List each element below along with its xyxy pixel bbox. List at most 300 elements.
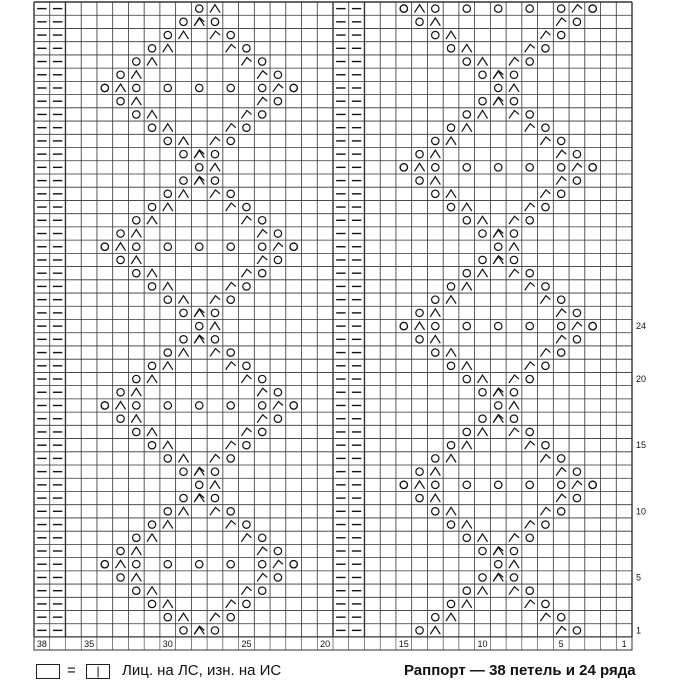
yarn-over-mark bbox=[573, 150, 580, 157]
row-number: 5 bbox=[636, 572, 642, 583]
k2tog-left-mark bbox=[462, 203, 472, 211]
yarn-over-mark bbox=[542, 521, 549, 528]
yarn-over-mark bbox=[227, 137, 234, 144]
yarn-over-mark bbox=[432, 296, 439, 303]
yarn-over-mark bbox=[416, 309, 423, 316]
yarn-over-mark bbox=[416, 150, 423, 157]
yarn-over-mark bbox=[227, 561, 234, 568]
k2tog-left-mark bbox=[430, 494, 440, 502]
yarn-over-mark bbox=[463, 322, 470, 329]
yarn-over-mark bbox=[526, 534, 533, 541]
yarn-over-mark bbox=[479, 389, 486, 396]
yarn-over-mark bbox=[180, 150, 187, 157]
k2tog-right-mark bbox=[257, 574, 267, 582]
k2tog-left-mark bbox=[163, 441, 173, 449]
yarn-over-mark bbox=[495, 243, 502, 250]
k2tog-right-mark bbox=[540, 190, 550, 198]
yarn-over-mark bbox=[258, 269, 265, 276]
k2tog-left-mark bbox=[446, 137, 456, 145]
k2tog-right-mark bbox=[525, 282, 535, 290]
k2tog-left-mark bbox=[462, 441, 472, 449]
yarn-over-mark bbox=[117, 71, 124, 78]
yarn-over-mark bbox=[164, 243, 171, 250]
yarn-over-mark bbox=[573, 468, 580, 475]
yarn-over-mark bbox=[148, 45, 155, 52]
k2tog-left-mark bbox=[131, 256, 141, 264]
k2tog-right-mark bbox=[509, 269, 519, 277]
row-number: 15 bbox=[636, 440, 647, 451]
yarn-over-mark bbox=[416, 627, 423, 634]
k2tog-right-mark bbox=[241, 269, 251, 277]
k2tog-right-mark bbox=[540, 454, 550, 462]
k2tog-left-mark bbox=[462, 44, 472, 52]
yarn-over-mark bbox=[447, 203, 454, 210]
yarn-over-mark bbox=[557, 349, 564, 356]
yarn-over-mark bbox=[557, 322, 564, 329]
yarn-over-mark bbox=[542, 283, 549, 290]
k2tog-left-mark bbox=[415, 322, 425, 330]
yarn-over-mark bbox=[211, 18, 218, 25]
yarn-over-mark bbox=[274, 547, 281, 554]
k2tog-right-mark bbox=[556, 494, 566, 502]
k2tog-right-mark bbox=[194, 18, 204, 26]
yarn-over-mark bbox=[557, 613, 564, 620]
k2tog-right-mark bbox=[493, 71, 503, 79]
yarn-over-mark bbox=[164, 84, 171, 91]
yarn-over-mark bbox=[510, 547, 517, 554]
yarn-over-mark bbox=[463, 587, 470, 594]
yarn-over-mark bbox=[117, 547, 124, 554]
k2tog-right-mark bbox=[525, 521, 535, 529]
yarn-over-mark bbox=[133, 111, 140, 118]
k2tog-left-mark bbox=[147, 428, 157, 436]
yarn-over-mark bbox=[258, 217, 265, 224]
yarn-over-mark bbox=[432, 31, 439, 38]
yarn-over-mark bbox=[164, 613, 171, 620]
yarn-over-mark bbox=[495, 402, 502, 409]
yarn-over-mark bbox=[479, 98, 486, 105]
yarn-over-mark bbox=[432, 190, 439, 197]
yarn-over-mark bbox=[133, 269, 140, 276]
yarn-over-mark bbox=[243, 441, 250, 448]
yarn-over-mark bbox=[258, 111, 265, 118]
k2tog-left-mark bbox=[131, 97, 141, 105]
yarn-over-mark bbox=[400, 322, 407, 329]
k2tog-right-mark bbox=[194, 494, 204, 502]
yarn-over-mark bbox=[258, 58, 265, 65]
yarn-over-mark bbox=[274, 71, 281, 78]
k2tog-left-mark bbox=[446, 190, 456, 198]
k2tog-right-mark bbox=[226, 600, 236, 608]
yarn-over-mark bbox=[148, 203, 155, 210]
k2tog-right-mark bbox=[525, 441, 535, 449]
k2tog-right-mark bbox=[226, 362, 236, 370]
k2tog-left-mark bbox=[131, 388, 141, 396]
yarn-over-mark bbox=[510, 389, 517, 396]
yarn-over-mark bbox=[463, 58, 470, 65]
yarn-over-mark bbox=[557, 296, 564, 303]
k2tog-right-mark bbox=[556, 335, 566, 343]
k2tog-left-mark bbox=[430, 18, 440, 26]
yarn-over-mark bbox=[416, 18, 423, 25]
k2tog-right-mark bbox=[194, 626, 204, 634]
k2tog-right-mark bbox=[210, 349, 220, 357]
yarn-over-mark bbox=[573, 627, 580, 634]
yarn-over-mark bbox=[526, 5, 533, 12]
yarn-over-mark bbox=[133, 428, 140, 435]
k2tog-left-mark bbox=[509, 402, 519, 410]
yarn-over-mark bbox=[211, 336, 218, 343]
yarn-over-mark bbox=[447, 441, 454, 448]
yarn-over-mark bbox=[258, 534, 265, 541]
yarn-over-mark bbox=[196, 243, 203, 250]
k2tog-right-mark bbox=[556, 150, 566, 158]
k2tog-left-mark bbox=[477, 110, 487, 118]
k2tog-right-mark bbox=[556, 177, 566, 185]
k2tog-left-mark bbox=[178, 613, 188, 621]
yarn-over-mark bbox=[416, 177, 423, 184]
k2tog-right-mark bbox=[257, 230, 267, 238]
yarn-over-mark bbox=[290, 243, 297, 250]
yarn-over-mark bbox=[400, 164, 407, 171]
yarn-over-mark bbox=[227, 402, 234, 409]
k2tog-left-mark bbox=[509, 84, 519, 92]
row-number: 10 bbox=[636, 506, 647, 517]
yarn-over-mark bbox=[432, 613, 439, 620]
k2tog-right-mark bbox=[525, 600, 535, 608]
k2tog-right-mark bbox=[226, 441, 236, 449]
k2tog-right-mark bbox=[210, 137, 220, 145]
k2tog-left-mark bbox=[415, 163, 425, 171]
k2tog-right-mark bbox=[509, 587, 519, 595]
row-number: 1 bbox=[636, 625, 642, 636]
k2tog-left-mark bbox=[147, 375, 157, 383]
yarn-over-mark bbox=[557, 137, 564, 144]
yarn-over-mark bbox=[432, 5, 439, 12]
yarn-over-mark bbox=[542, 600, 549, 607]
k2tog-left-mark bbox=[147, 587, 157, 595]
yarn-over-mark bbox=[542, 45, 549, 52]
yarn-over-mark bbox=[432, 322, 439, 329]
k2tog-left-mark bbox=[415, 481, 425, 489]
k2tog-right-mark bbox=[556, 18, 566, 26]
k2tog-left-mark bbox=[163, 124, 173, 132]
k2tog-right-mark bbox=[493, 230, 503, 238]
yarn-over-mark bbox=[416, 336, 423, 343]
k2tog-left-mark bbox=[131, 230, 141, 238]
k2tog-right-mark bbox=[241, 587, 251, 595]
yarn-over-mark bbox=[526, 375, 533, 382]
k2tog-left-mark bbox=[462, 600, 472, 608]
legend-blank-box bbox=[36, 664, 60, 679]
k2tog-left-mark bbox=[477, 58, 487, 66]
k2tog-left-mark bbox=[163, 44, 173, 52]
yarn-over-mark bbox=[526, 217, 533, 224]
yarn-over-mark bbox=[526, 428, 533, 435]
column-number: 1 bbox=[621, 639, 627, 649]
yarn-over-mark bbox=[258, 243, 265, 250]
yarn-over-mark bbox=[133, 217, 140, 224]
yarn-over-mark bbox=[432, 481, 439, 488]
column-number: 20 bbox=[320, 639, 331, 649]
yarn-over-mark bbox=[432, 508, 439, 515]
k2tog-right-mark bbox=[241, 375, 251, 383]
yarn-over-mark bbox=[211, 177, 218, 184]
yarn-over-mark bbox=[589, 481, 596, 488]
yarn-over-mark bbox=[164, 31, 171, 38]
k2tog-right-mark bbox=[226, 282, 236, 290]
yarn-over-mark bbox=[463, 375, 470, 382]
yarn-over-mark bbox=[211, 494, 218, 501]
yarn-over-mark bbox=[495, 5, 502, 12]
yarn-over-mark bbox=[510, 98, 517, 105]
yarn-over-mark bbox=[526, 587, 533, 594]
yarn-over-mark bbox=[463, 269, 470, 276]
k2tog-right-mark bbox=[257, 256, 267, 264]
yarn-over-mark bbox=[148, 441, 155, 448]
yarn-over-mark bbox=[148, 521, 155, 528]
yarn-over-mark bbox=[447, 521, 454, 528]
k2tog-right-mark bbox=[210, 31, 220, 39]
yarn-over-mark bbox=[227, 455, 234, 462]
yarn-over-mark bbox=[148, 600, 155, 607]
k2tog-left-mark bbox=[446, 349, 456, 357]
yarn-over-mark bbox=[258, 84, 265, 91]
k2tog-left-mark bbox=[430, 150, 440, 158]
yarn-over-mark bbox=[479, 574, 486, 581]
column-number: 10 bbox=[477, 639, 488, 649]
k2tog-left-mark bbox=[509, 560, 519, 568]
yarn-over-mark bbox=[180, 177, 187, 184]
k2tog-left-mark bbox=[477, 534, 487, 542]
k2tog-right-mark bbox=[525, 124, 535, 132]
k2tog-right-mark bbox=[572, 481, 582, 489]
yarn-over-mark bbox=[243, 521, 250, 528]
k2tog-right-mark bbox=[540, 137, 550, 145]
k2tog-right-mark bbox=[509, 58, 519, 66]
k2tog-right-mark bbox=[493, 388, 503, 396]
yarn-over-mark bbox=[495, 322, 502, 329]
k2tog-left-mark bbox=[415, 5, 425, 13]
yarn-over-mark bbox=[510, 230, 517, 237]
k2tog-right-mark bbox=[257, 71, 267, 79]
k2tog-left-mark bbox=[116, 84, 126, 92]
k2tog-right-mark bbox=[509, 428, 519, 436]
yarn-over-mark bbox=[258, 402, 265, 409]
yarn-over-mark bbox=[133, 534, 140, 541]
yarn-over-mark bbox=[164, 137, 171, 144]
yarn-over-mark bbox=[432, 164, 439, 171]
k2tog-right-mark bbox=[273, 402, 283, 410]
yarn-over-mark bbox=[479, 256, 486, 263]
k2tog-right-mark bbox=[210, 190, 220, 198]
yarn-over-mark bbox=[589, 322, 596, 329]
k2tog-left-mark bbox=[446, 296, 456, 304]
yarn-over-mark bbox=[164, 561, 171, 568]
k2tog-left-mark bbox=[178, 31, 188, 39]
yarn-over-mark bbox=[557, 31, 564, 38]
yarn-over-mark bbox=[180, 309, 187, 316]
yarn-over-mark bbox=[117, 415, 124, 422]
yarn-over-mark bbox=[557, 481, 564, 488]
k2tog-left-mark bbox=[509, 243, 519, 251]
k2tog-left-mark bbox=[430, 626, 440, 634]
yarn-over-mark bbox=[117, 574, 124, 581]
yarn-over-mark bbox=[479, 71, 486, 78]
k2tog-left-mark bbox=[116, 560, 126, 568]
k2tog-right-mark bbox=[509, 216, 519, 224]
k2tog-left-mark bbox=[477, 428, 487, 436]
yarn-over-mark bbox=[196, 164, 203, 171]
yarn-over-mark bbox=[447, 124, 454, 131]
yarn-over-mark bbox=[432, 455, 439, 462]
k2tog-left-mark bbox=[116, 402, 126, 410]
k2tog-left-mark bbox=[210, 5, 220, 13]
k2tog-right-mark bbox=[493, 415, 503, 423]
yarn-over-mark bbox=[133, 58, 140, 65]
k2tog-left-mark bbox=[163, 282, 173, 290]
yarn-over-mark bbox=[447, 600, 454, 607]
yarn-over-mark bbox=[416, 494, 423, 501]
yarn-over-mark bbox=[196, 84, 203, 91]
yarn-over-mark bbox=[557, 164, 564, 171]
yarn-over-mark bbox=[133, 375, 140, 382]
yarn-over-mark bbox=[557, 455, 564, 462]
yarn-over-mark bbox=[274, 574, 281, 581]
yarn-over-mark bbox=[432, 349, 439, 356]
k2tog-left-mark bbox=[210, 322, 220, 330]
yarn-over-mark bbox=[258, 375, 265, 382]
k2tog-right-mark bbox=[257, 388, 267, 396]
k2tog-right-mark bbox=[509, 375, 519, 383]
yarn-over-mark bbox=[542, 203, 549, 210]
k2tog-left-mark bbox=[477, 587, 487, 595]
k2tog-right-mark bbox=[210, 454, 220, 462]
yarn-over-mark bbox=[274, 256, 281, 263]
k2tog-left-mark bbox=[477, 269, 487, 277]
yarn-over-mark bbox=[243, 203, 250, 210]
yarn-over-mark bbox=[258, 561, 265, 568]
yarn-over-mark bbox=[290, 84, 297, 91]
yarn-over-mark bbox=[117, 98, 124, 105]
row-number: 20 bbox=[636, 374, 647, 385]
yarn-over-mark bbox=[148, 362, 155, 369]
k2tog-left-mark bbox=[446, 613, 456, 621]
legend-knit-box bbox=[86, 664, 110, 679]
yarn-over-mark bbox=[542, 362, 549, 369]
yarn-over-mark bbox=[164, 190, 171, 197]
yarn-over-mark bbox=[573, 18, 580, 25]
yarn-over-mark bbox=[400, 481, 407, 488]
k2tog-right-mark bbox=[493, 97, 503, 105]
yarn-over-mark bbox=[211, 468, 218, 475]
yarn-over-mark bbox=[557, 5, 564, 12]
yarn-over-mark bbox=[573, 177, 580, 184]
k2tog-left-mark bbox=[430, 309, 440, 317]
k2tog-left-mark bbox=[462, 521, 472, 529]
yarn-over-mark bbox=[164, 296, 171, 303]
yarn-over-mark bbox=[117, 230, 124, 237]
yarn-over-mark bbox=[243, 600, 250, 607]
yarn-over-mark bbox=[463, 111, 470, 118]
k2tog-right-mark bbox=[273, 84, 283, 92]
k2tog-left-mark bbox=[477, 375, 487, 383]
yarn-over-mark bbox=[463, 217, 470, 224]
k2tog-right-mark bbox=[241, 110, 251, 118]
k2tog-left-mark bbox=[430, 335, 440, 343]
yarn-over-mark bbox=[211, 309, 218, 316]
yarn-over-mark bbox=[542, 124, 549, 131]
k2tog-right-mark bbox=[257, 97, 267, 105]
yarn-over-mark bbox=[133, 587, 140, 594]
k2tog-right-mark bbox=[226, 521, 236, 529]
yarn-over-mark bbox=[180, 18, 187, 25]
yarn-over-mark bbox=[227, 296, 234, 303]
k2tog-left-mark bbox=[178, 454, 188, 462]
yarn-over-mark bbox=[227, 613, 234, 620]
k2tog-left-mark bbox=[178, 296, 188, 304]
yarn-over-mark bbox=[274, 230, 281, 237]
yarn-over-mark bbox=[227, 243, 234, 250]
k2tog-left-mark bbox=[446, 454, 456, 462]
yarn-over-mark bbox=[211, 150, 218, 157]
yarn-over-mark bbox=[227, 31, 234, 38]
k2tog-right-mark bbox=[556, 309, 566, 317]
k2tog-left-mark bbox=[178, 190, 188, 198]
yarn-over-mark bbox=[573, 494, 580, 501]
k2tog-left-mark bbox=[147, 534, 157, 542]
k2tog-right-mark bbox=[540, 613, 550, 621]
yarn-over-mark bbox=[526, 481, 533, 488]
yarn-over-mark bbox=[557, 508, 564, 515]
k2tog-left-mark bbox=[446, 31, 456, 39]
k2tog-right-mark bbox=[257, 547, 267, 555]
yarn-over-mark bbox=[416, 468, 423, 475]
k2tog-right-mark bbox=[572, 5, 582, 13]
yarn-over-mark bbox=[258, 428, 265, 435]
yarn-over-mark bbox=[432, 137, 439, 144]
legend bbox=[0, 662, 690, 681]
yarn-over-mark bbox=[463, 164, 470, 171]
k2tog-right-mark bbox=[540, 349, 550, 357]
yarn-over-mark bbox=[117, 256, 124, 263]
k2tog-right-mark bbox=[525, 362, 535, 370]
k2tog-left-mark bbox=[462, 124, 472, 132]
k2tog-right-mark bbox=[572, 322, 582, 330]
yarn-over-mark bbox=[463, 534, 470, 541]
k2tog-left-mark bbox=[116, 243, 126, 251]
yarn-over-mark bbox=[164, 508, 171, 515]
k2tog-left-mark bbox=[131, 415, 141, 423]
yarn-over-mark bbox=[447, 283, 454, 290]
yarn-over-mark bbox=[101, 561, 108, 568]
yarn-over-mark bbox=[101, 402, 108, 409]
yarn-over-mark bbox=[495, 561, 502, 568]
k2tog-right-mark bbox=[241, 216, 251, 224]
yarn-over-mark bbox=[133, 84, 140, 91]
yarn-over-mark bbox=[573, 309, 580, 316]
k2tog-right-mark bbox=[273, 560, 283, 568]
k2tog-right-mark bbox=[540, 31, 550, 39]
yarn-over-mark bbox=[526, 322, 533, 329]
k2tog-right-mark bbox=[194, 335, 204, 343]
yarn-over-mark bbox=[196, 5, 203, 12]
k2tog-left-mark bbox=[462, 282, 472, 290]
yarn-over-mark bbox=[447, 45, 454, 52]
k2tog-left-mark bbox=[430, 468, 440, 476]
yarn-over-mark bbox=[258, 587, 265, 594]
yarn-over-mark bbox=[101, 243, 108, 250]
